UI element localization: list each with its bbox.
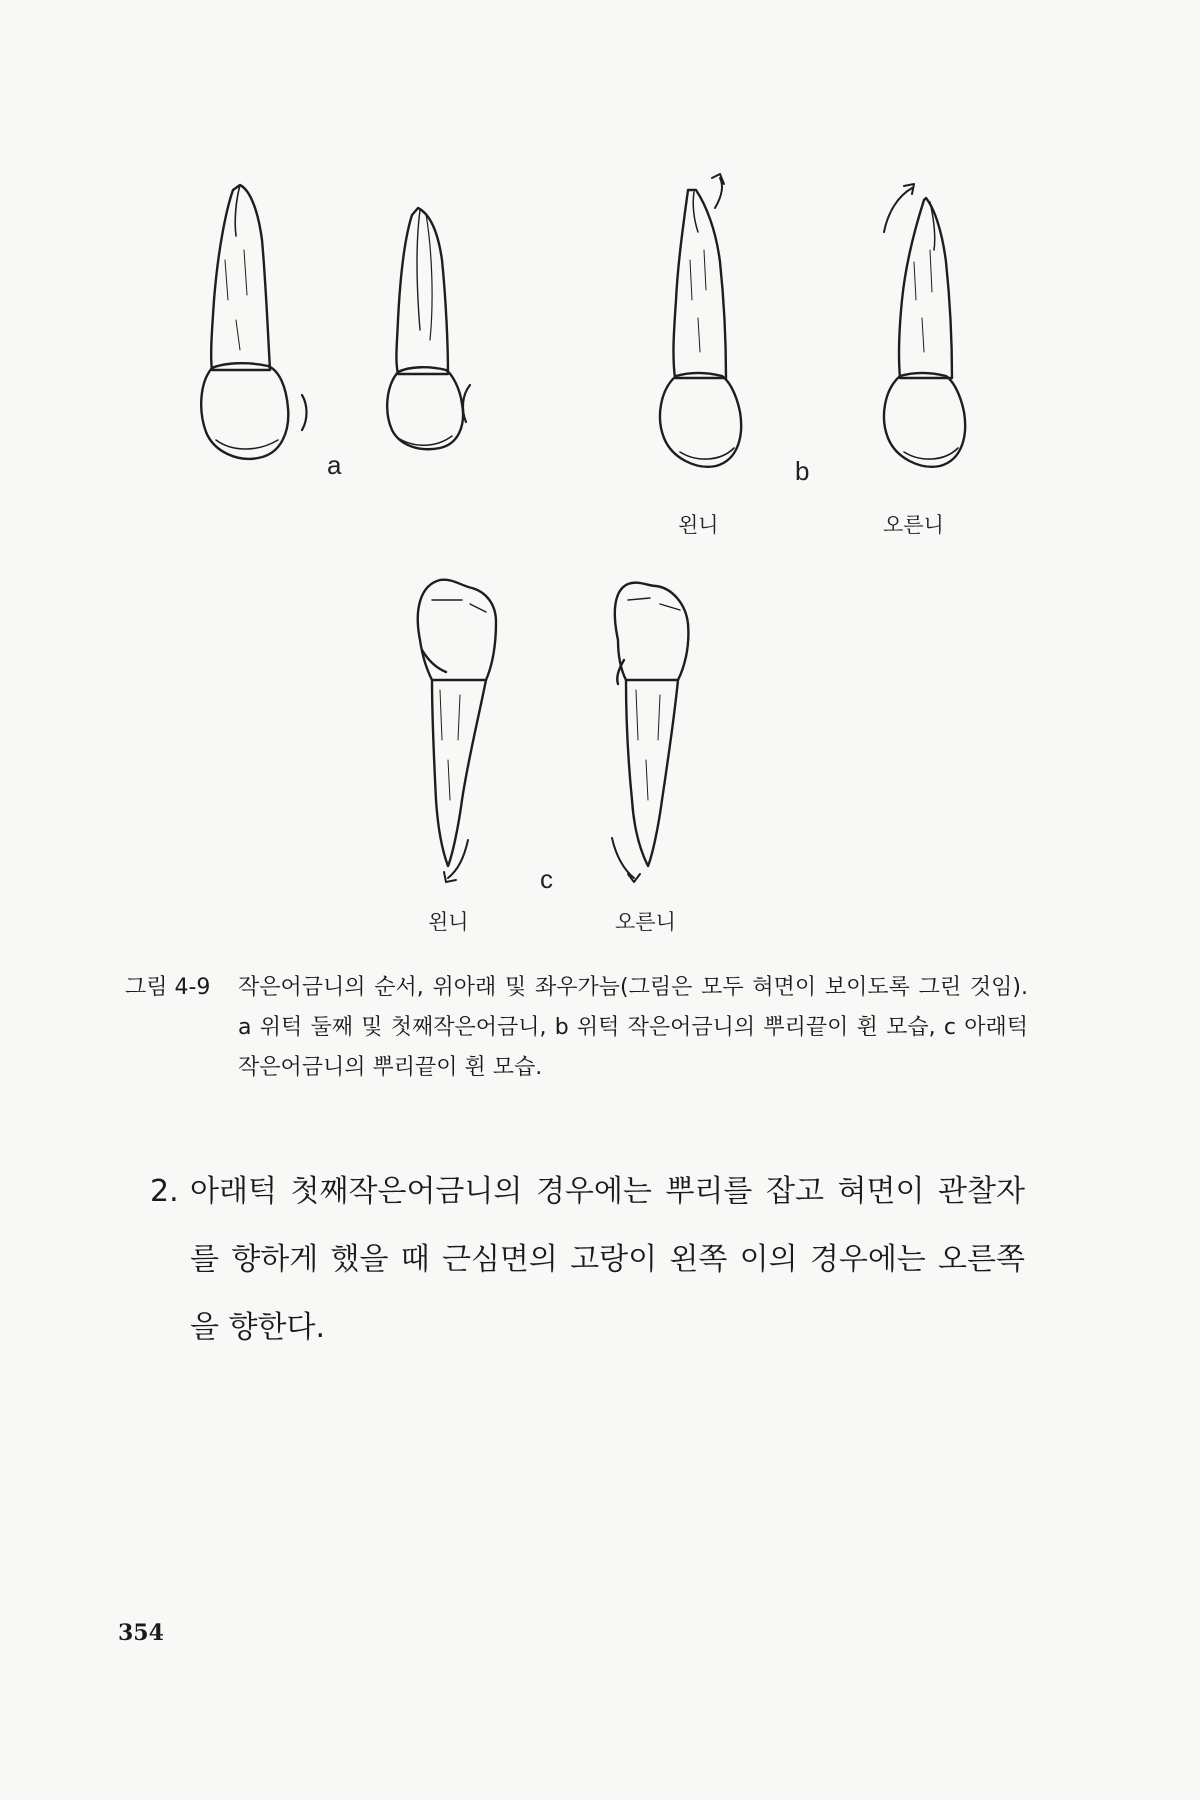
tooth-a-first-premolar (387, 208, 470, 449)
paragraph-number: 2. (150, 1174, 179, 1209)
paragraph-text: 아래턱 첫째작은어금니의 경우에는 뿌리를 잡고 혀면이 관찰자를 향하게 했을 때 근심면의 고랑이 왼쪽 이의 경우에는 오른쪽을 향한다. (190, 1174, 1025, 1345)
panel-b-left-tooth-label: 왼니 (678, 513, 719, 537)
panel-c-label: c (540, 864, 553, 894)
tooth-b-right (884, 184, 965, 467)
tooth-b-left (660, 174, 741, 467)
panel-b-right-tooth-label: 오른니 (883, 513, 944, 537)
tooth-a-second-premolar (201, 185, 306, 459)
panel-c-right-tooth-label: 오른니 (615, 910, 676, 934)
page-number: 354 (118, 1620, 164, 1646)
panel-a-label: a (327, 450, 342, 480)
caption-text: 작은어금니의 순서, 위아래 및 좌우가늠(그림은 모두 혀면이 보이도록 그린 것임). a 위턱 둘째 및 첫째작은어금니, b 위턱 작은어금니의 뿌리끝이 휜 모습, c 아래턱 작은어금니의 뿌리끝이 휜 모습. (238, 975, 1028, 1080)
tooth-c-left (418, 580, 496, 882)
panel-c-left-tooth-label: 왼니 (428, 910, 469, 934)
tooth-c-right (612, 583, 688, 882)
caption-label: 그림 4-9 (125, 975, 211, 1000)
panel-b-label: b (795, 456, 810, 486)
